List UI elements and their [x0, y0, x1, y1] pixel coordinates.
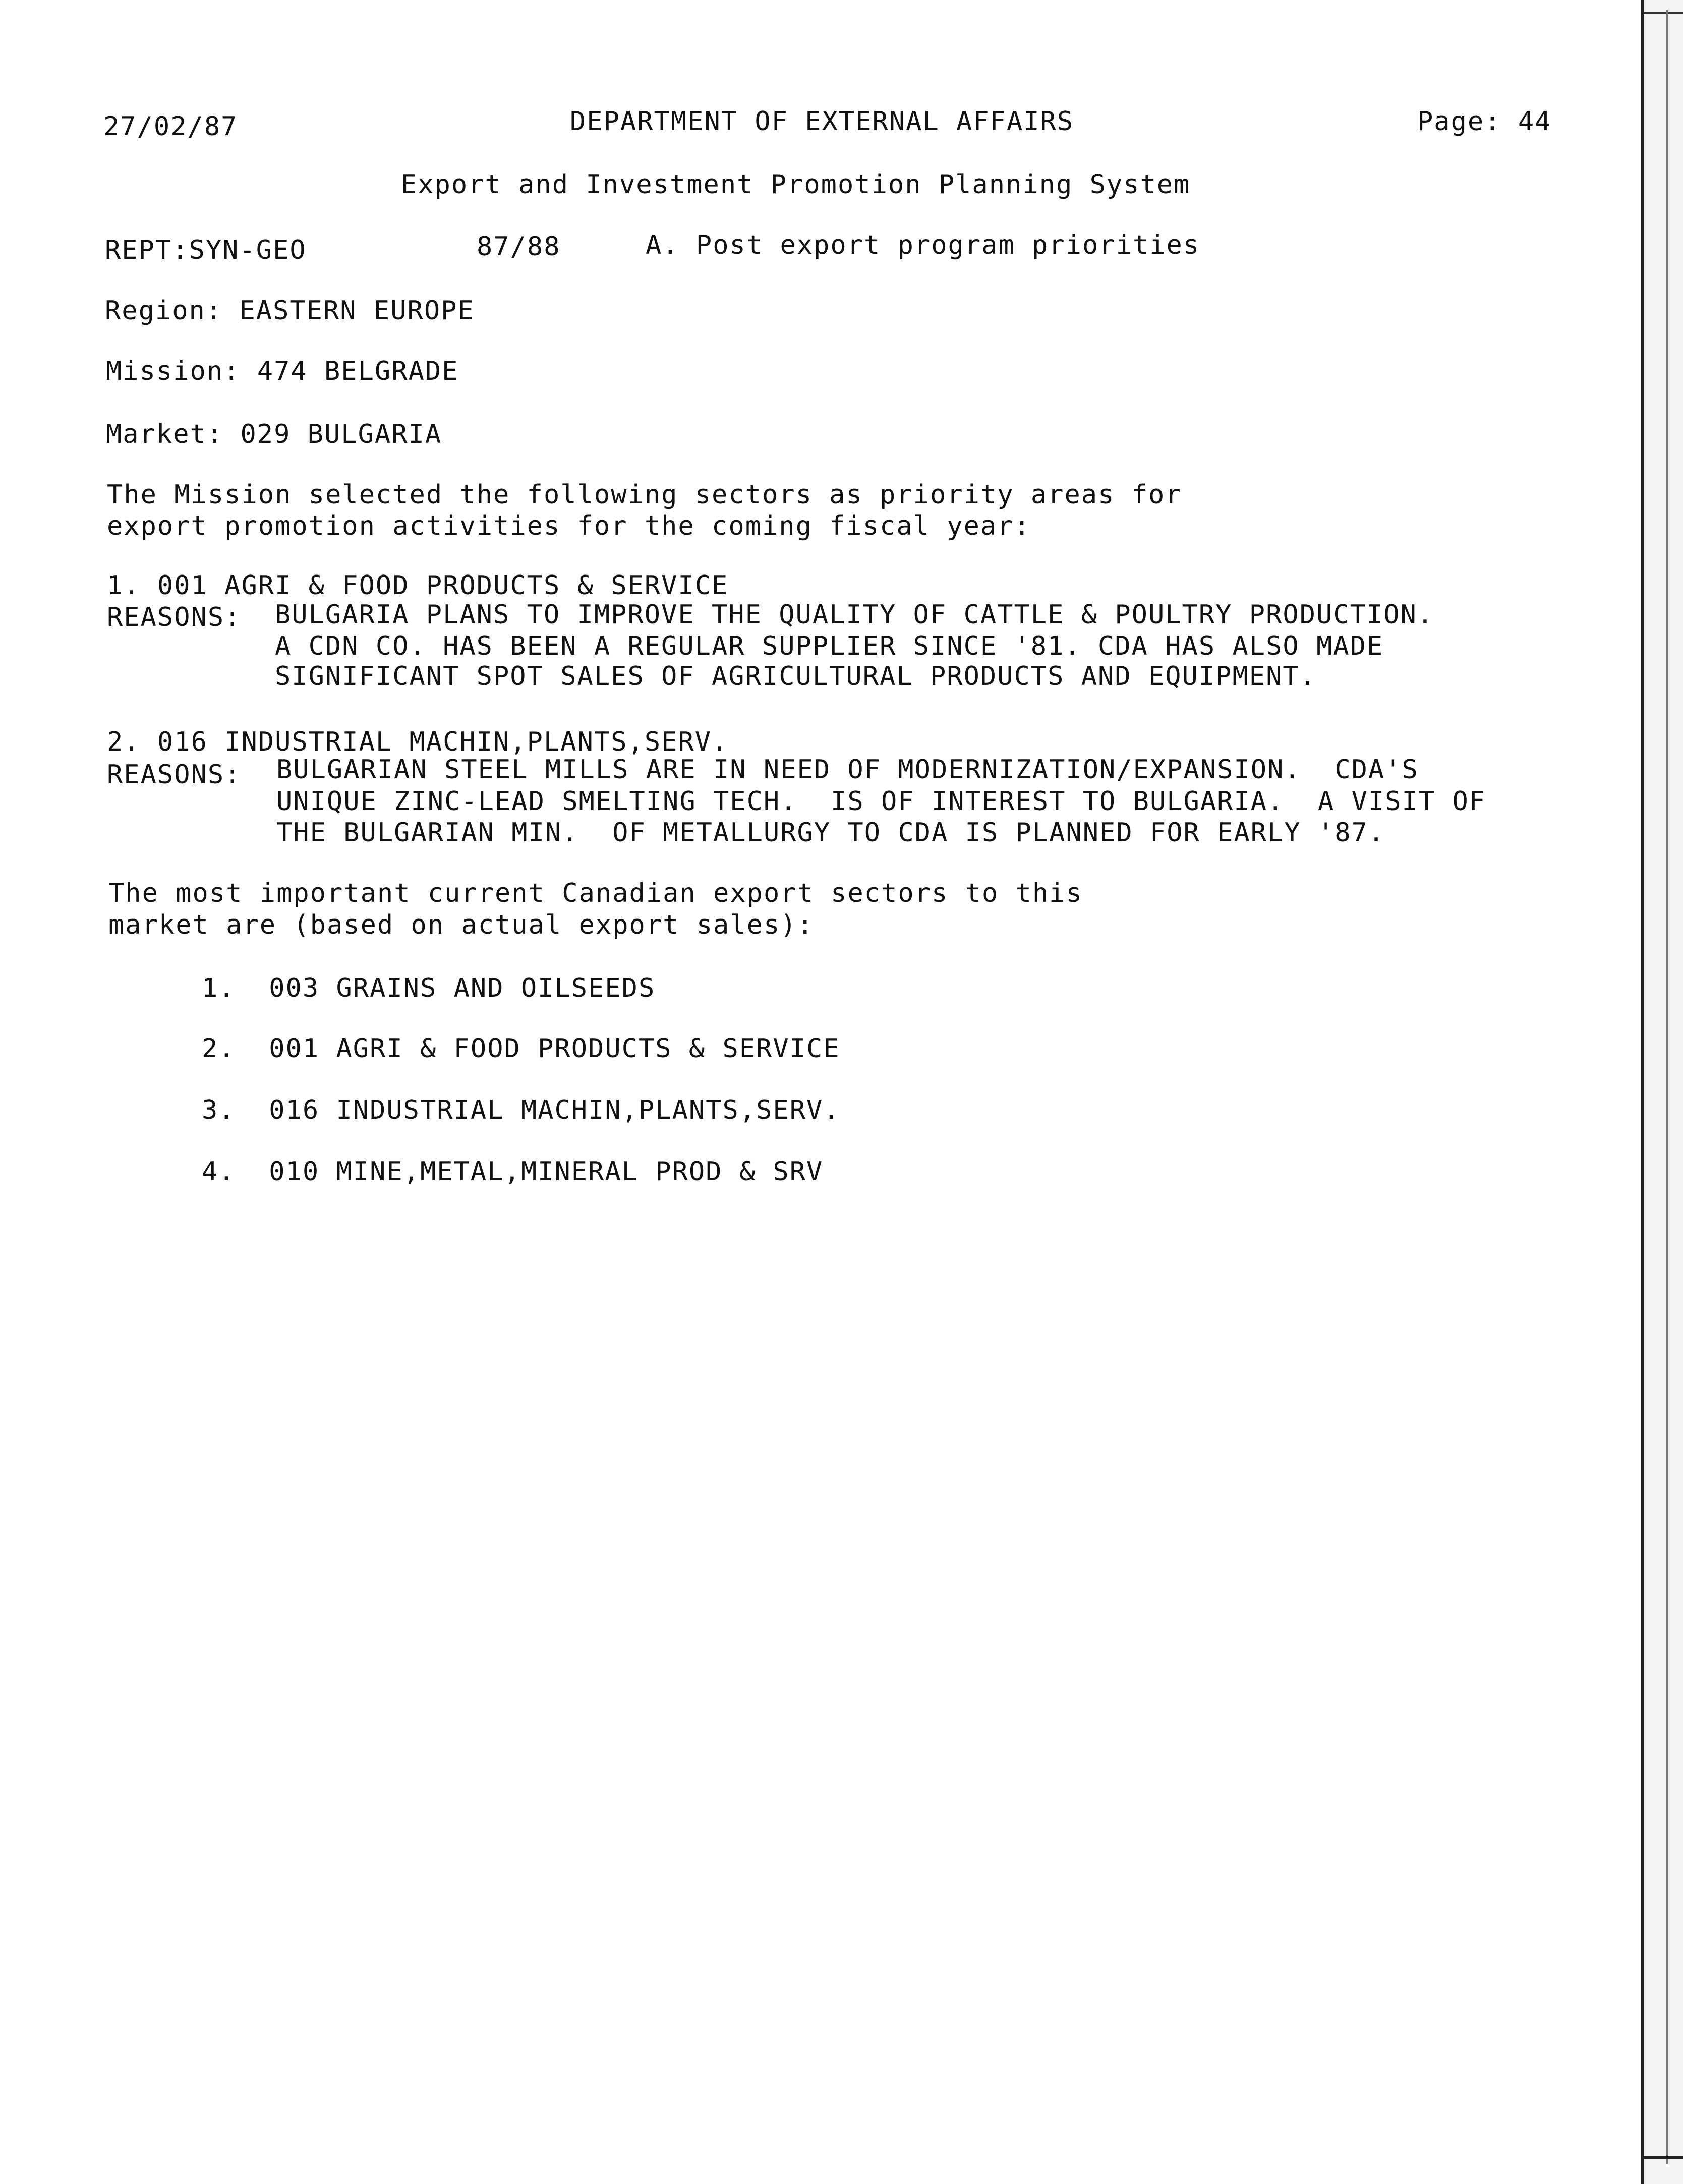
reason-line: BULGARIA PLANS TO IMPROVE THE QUALITY OF CATTLE & POULTRY PRODUCTION.	[275, 600, 1434, 630]
binding-inner-line	[1666, 10, 1676, 2164]
priority-item-title: 1. 001 AGRI & FOOD PRODUCTS & SERVICE	[107, 570, 729, 601]
reason-line: THE BULGARIAN MIN. OF METALLURGY TO CDA IS PLANNED FOR EARLY '87.	[276, 818, 1385, 848]
priorities-intro-line-1: The Mission selected the following sectors as priority areas for	[107, 480, 1182, 510]
binding-top-cap	[1644, 0, 1683, 14]
page-binding-edge	[1641, 0, 1683, 2184]
region-line: Region: EASTERN EUROPE	[105, 296, 475, 326]
report-title: A. Post export program priorities	[646, 230, 1200, 260]
reason-line: BULGARIAN STEEL MILLS ARE IN NEED OF MODERNIZATION/EXPANSION. CDA'S	[276, 755, 1419, 785]
reasons-label: REASONS:	[107, 760, 242, 790]
export-sector-item: 4. 010 MINE,METAL,MINERAL PROD & SRV	[202, 1157, 824, 1187]
exports-intro-line-2: market are (based on actual export sales):	[108, 910, 814, 940]
reason-line: SIGNIFICANT SPOT SALES OF AGRICULTURAL PRODUCTS AND EQUIPMENT.	[275, 661, 1317, 692]
fiscal-year: 87/88	[477, 232, 561, 262]
export-sector-item: 1. 003 GRAINS AND OILSEEDS	[202, 973, 656, 1003]
mission-line: Mission: 474 BELGRADE	[106, 356, 459, 386]
department-title: DEPARTMENT OF EXTERNAL AFFAIRS	[570, 106, 1074, 137]
priority-item-title: 2. 016 INDUSTRIAL MACHIN,PLANTS,SERV.	[107, 727, 729, 757]
priorities-intro-line-2: export promotion activities for the coming fiscal year:	[107, 511, 1031, 541]
reason-line: A CDN CO. HAS BEEN A REGULAR SUPPLIER SINCE '81. CDA HAS ALSO MADE	[275, 631, 1384, 661]
page-number: Page: 44	[1417, 106, 1552, 137]
market-line: Market: 029 BULGARIA	[106, 419, 442, 449]
reason-line: UNIQUE ZINC-LEAD SMELTING TECH. IS OF INTEREST TO BULGARIA. A VISIT OF	[276, 786, 1486, 817]
system-title: Export and Investment Promotion Planning System	[401, 169, 1191, 200]
report-date: 27/02/87	[103, 111, 238, 142]
exports-intro-line-1: The most important current Canadian export sectors to this	[108, 878, 1083, 908]
export-sector-item: 2. 001 AGRI & FOOD PRODUCTS & SERVICE	[202, 1033, 840, 1064]
reasons-label: REASONS:	[107, 602, 242, 633]
export-sector-item: 3. 016 INDUSTRIAL MACHIN,PLANTS,SERV.	[202, 1095, 840, 1125]
report-code: REPT:SYN-GEO	[105, 235, 307, 265]
binding-bottom-cap	[1644, 2156, 1683, 2184]
